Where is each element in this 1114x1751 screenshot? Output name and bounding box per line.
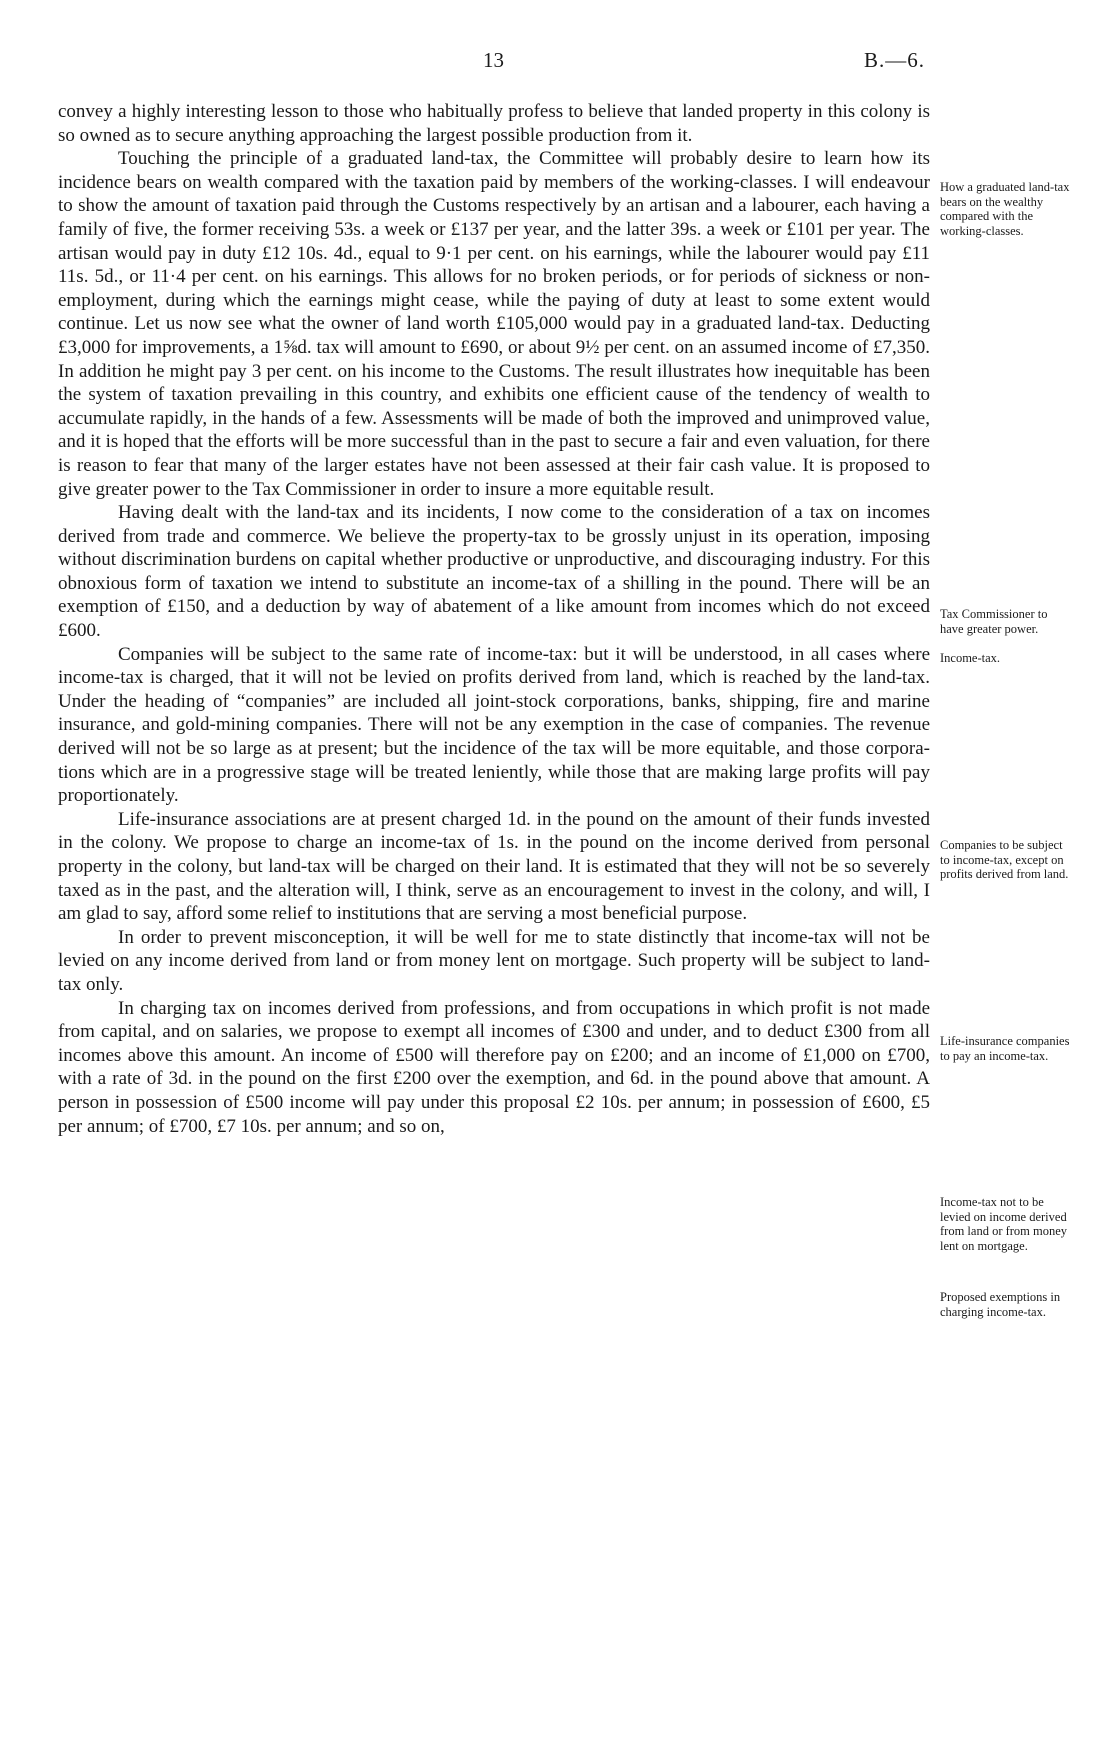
margin-note-exemptions: Proposed exemptions in charging income-tax. <box>940 1290 1061 1319</box>
paragraph-life-insurance: Life-insurance associations are at present charged 1d. in the pound on the amount of their funds invested in the colony. We propose to charge an income-tax of 1s. in the pound on the income derived from personal property in the colony, but land-tax will be charged on their land. It is estimated that they will not be so severely taxed as in the past, and the alteration will, I think, serve as an encouragement to invest in the colony, and will, I am glad to say, afford some relief to institutions that are serving a most beneficial purpose. <box>58 808 930 925</box>
paragraph-continuation: convey a highly interesting lesson to those who habitually profess to believe that landed property in this colony is so owned as to secure anything approaching the largest possible production from it. <box>58 101 930 146</box>
margin-note-tax-commissioner: Tax Commissioner to have greater power. <box>940 607 1048 636</box>
margin-note-income-tax: Income-tax. <box>940 651 1001 665</box>
paragraph-professions: In charging tax on incomes derived from professions, and from occupations in which profit is not made from capital, and on salaries, we propose to exempt all incomes of £300 and under, and to deduct £300 from all incomes above this amount. An income of £500 will therefore pay on £200; and an income of £1,000 on £700, with a rate of 3d. in the pound on the first £200 over the exemption, and 6d. in the pound above that amount. A person in possession of £500 income will pay under this proposal £2 10s. per annum; in possession of £600, £5 per annum; of £700, £7 10s. per annum; and so on, <box>58 997 930 1137</box>
margin-note-life-insurance: Life-insurance companies to pay an income-tax. <box>940 1034 1070 1063</box>
page-number: 13 <box>483 48 504 72</box>
margin-note-mortgage: Income-tax not to be levied on income derived from land or from money lent on mortgage. <box>940 1195 1068 1253</box>
paragraph-graduated-land-tax: Touching the principle of a graduated land-tax, the Committee will probably desire to learn how its incidence bears on wealth compared with the taxation paid by members of the working-classes. I will endeavour to show the amount of taxation paid through the Customs respectively by an artisan and a labourer, each having a family of five, the former receiving 53s. a week or £137 per year, and the latter 39s. a week or £101 per year. The artisan would pay in duty £12 10s. 4d., equal to 9·1 per cent. on his earnings, while the labourer would pay £11 11s. 5d., or 11·4 per cent. on his earnings. This allows for no broken periods, or for periods of sickness or non-employment, during which the earnings might cease, while the paying of duty at least to some extent would continue. Let us now see what the owner of land worth £105,000 would pay in a graduated land-tax. Deducting £3,000 for improvements, a 1⅝d. tax will amount to £690, or about 9½ per cent. on an assumed income of £7,350. In addition he might pay 3 per cent. on his income to the Customs. The result illustrates how inequitable has been the system of taxation prevailing in this country, and exhibits one efficient cause of the tendency of wealth to accumulate rapidly, in the hands of a few. Assessments will be made of both the improved and unimproved value, and it is hoped that the efforts will be more successful than in the past to secure a fair and even valuation, for there is reason to fear that many of the larger estates have not been assessed at their fair cash value. It is proposed to give greater power to the Tax Commissioner in order to insure a more equitable result. <box>58 148 930 500</box>
paragraph-misconception: In order to prevent misconception, it will be well for me to state distinctly that income-tax will not be levied on any income derived from land or from money lent on mortgage. Such property will be subject to land-tax only. <box>58 926 930 995</box>
paragraph-income-tax: Having dealt with the land-tax and its incidents, I now come to the consideration of a tax on incomes derived from trade and commerce. We believe the property-tax to be grossly unjust in its operation, imposing without discrimination burdens on capital whether productive or unproductive, and discouraging industry. For this obnoxious form of taxation we intend to substitute an income-tax of a shilling in the pound. There will be an exemption of £150, and a deduction by way of abatement of a like amount from incomes which do not exceed £600. <box>58 502 930 642</box>
paragraph-companies: Companies will be subject to the same rate of income-tax: but it will be understood, in all cases where income-tax is charged, that it will not be levied on profits derived from land, which is reached by the land-tax. Under the heading of “companies” are included all joint-stock corporations, banks, shipping, fire and marine insurance, and gold-mining companies. There will not be any exemption in the case of companies. The revenue derived will not be so large as at present; but the incidence of the tax will be more equitable, and those corporations which are in a progressive stage will be treated leniently, while those that are making large profits will pay proportionately. <box>58 643 930 807</box>
margin-note-graduated-land-tax: How a graduated land-tax bears on the wealthy compared with the working-classes. <box>940 180 1070 238</box>
body-text <box>58 100 930 1138</box>
margin-note-companies: Companies to be subject to income-tax, except on profits derived from land. <box>940 838 1069 881</box>
document-reference: B.—6. <box>864 48 926 72</box>
page-header <box>0 48 1114 78</box>
